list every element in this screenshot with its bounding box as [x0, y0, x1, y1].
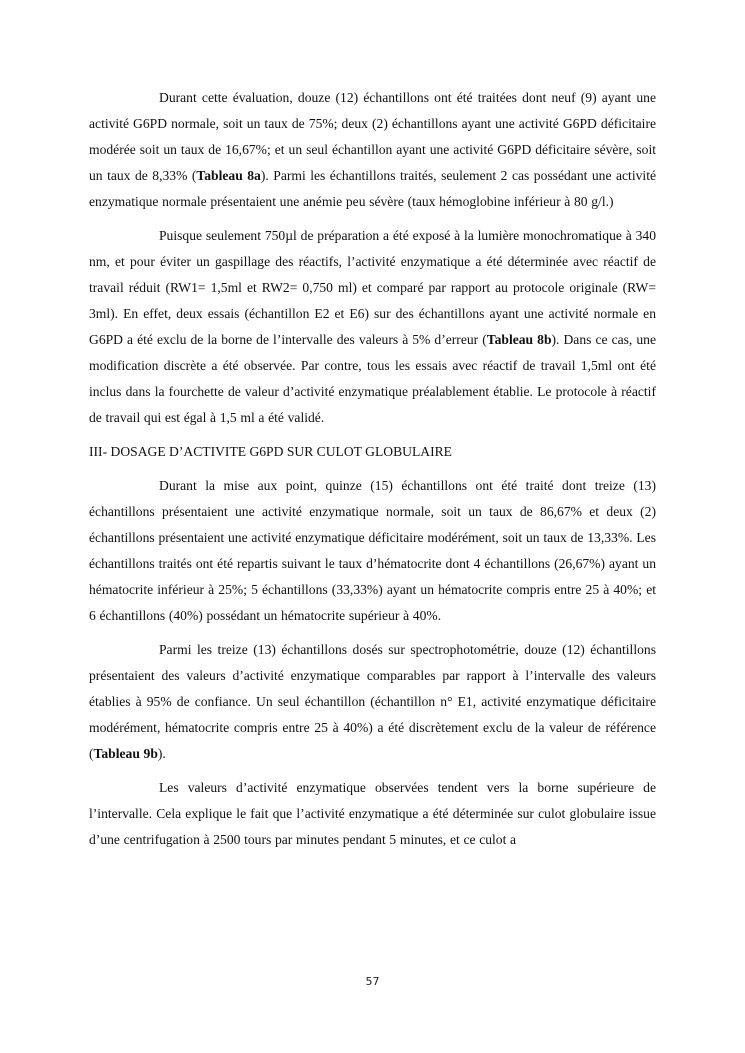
- text-run: Les valeurs d’activité enzymatique observées tendent vers la borne supérieure de l’intervalle. Cela explique le fait que l’activité enzymatique a été déterminée sur culot globulaire issue d’une centrifugation à 2500 tours par minutes pendant 5 minutes, et ce culot a: [89, 780, 656, 847]
- text-run: ). Parmi les échantillons traités, seulement 2 cas possédant une activité enzymatique normale présentaient une anémie peu sévère (taux hémoglobine inférieur à 80 g/l.): [89, 168, 656, 209]
- text-run: Durant la mise aux point, quinze (15) échantillons ont été traité dont treize (13) échantillons présentaient une activité enzymatique normale, soit un taux de 86,67% et deux (2) échantillons présentaient une activité enzymatique déficitaire modérément, soit un taux de 13,33%. Les échantillons traités ont été repartis suivant le taux d’hématocrite dont 4 échantillons (26,67%) ayant un hématocrite inférieur à 25%; 5 échantillons (33,33%) ayant un hématocrite compris entre 25 à 40%; et 6 échantillons (40%) possédant un hématocrite supérieur à 40%.: [89, 478, 656, 623]
- page-number: 57: [365, 975, 380, 988]
- table-reference-9b: Tableau 9b: [93, 746, 158, 761]
- body-text: [89, 85, 656, 861]
- paragraph-reduced-reagent: [89, 223, 656, 431]
- section-heading: III- DOSAGE D’ACTIVITE G6PD SUR CULOT GLOBULAIRE: [89, 444, 452, 459]
- text-run: ).: [157, 746, 166, 761]
- paragraph-evaluation-summary: [89, 85, 656, 215]
- text-run: ). Dans ce cas, une modification discrète a été observée. Par contre, tous les essais avec réactif de travail 1,5ml ont été inclus dans la fourchette de valeur d’activité enzymatique préalablement établie. Le protocole à réactif de travail qui est égal à 1,5 ml a été validé.: [89, 332, 656, 425]
- text-run: Durant cette évaluation, douze (12) échantillons ont été traitées dont neuf (9) ayant une activité G6PD normale, soit un taux de 75%; deux (2) échantillons ayant une activité G6PD déficitaire modérée soit un taux de 16,67%; et un seul échantillon ayant une activité G6PD déficitaire sévère, soit un taux de 8,33% (: [89, 90, 656, 183]
- table-reference-8a: Tableau 8a: [196, 168, 261, 183]
- paragraph-spectrophotometry: [89, 637, 656, 767]
- paragraph-setup-samples: [89, 473, 656, 629]
- paragraph-upper-bound: [89, 775, 656, 853]
- text-run: Puisque seulement 750µl de préparation a été exposé à la lumière monochromatique à 340 nm, et pour éviter un gaspillage des réactifs, l’activité enzymatique a été déterminée avec réactif de travail réduit (RW1= 1,5ml et RW2= 0,750 ml) et comparé par rapport au protocole originale (RW= 3ml). En effet, deux essais (échantillon E2 et E6) sur des échantillons ayant une activité normale en G6PD a été exclu de la borne de l’intervalle des valeurs à 5% d’erreur (: [89, 228, 656, 347]
- text-run: Parmi les treize (13) échantillons dosés sur spectrophotométrie, douze (12) échantillons présentaient des valeurs d’activité enzymatique comparables par rapport à l’intervalle des valeurs établies à 95% de confiance. Un seul échantillon (échantillon n° E1, activité enzymatique déficitaire modérément, hématocrite compris entre 25 à 40%) a été discrètement exclu de la valeur de référence (: [89, 642, 656, 761]
- table-reference-8b: Tableau 8b: [486, 332, 552, 347]
